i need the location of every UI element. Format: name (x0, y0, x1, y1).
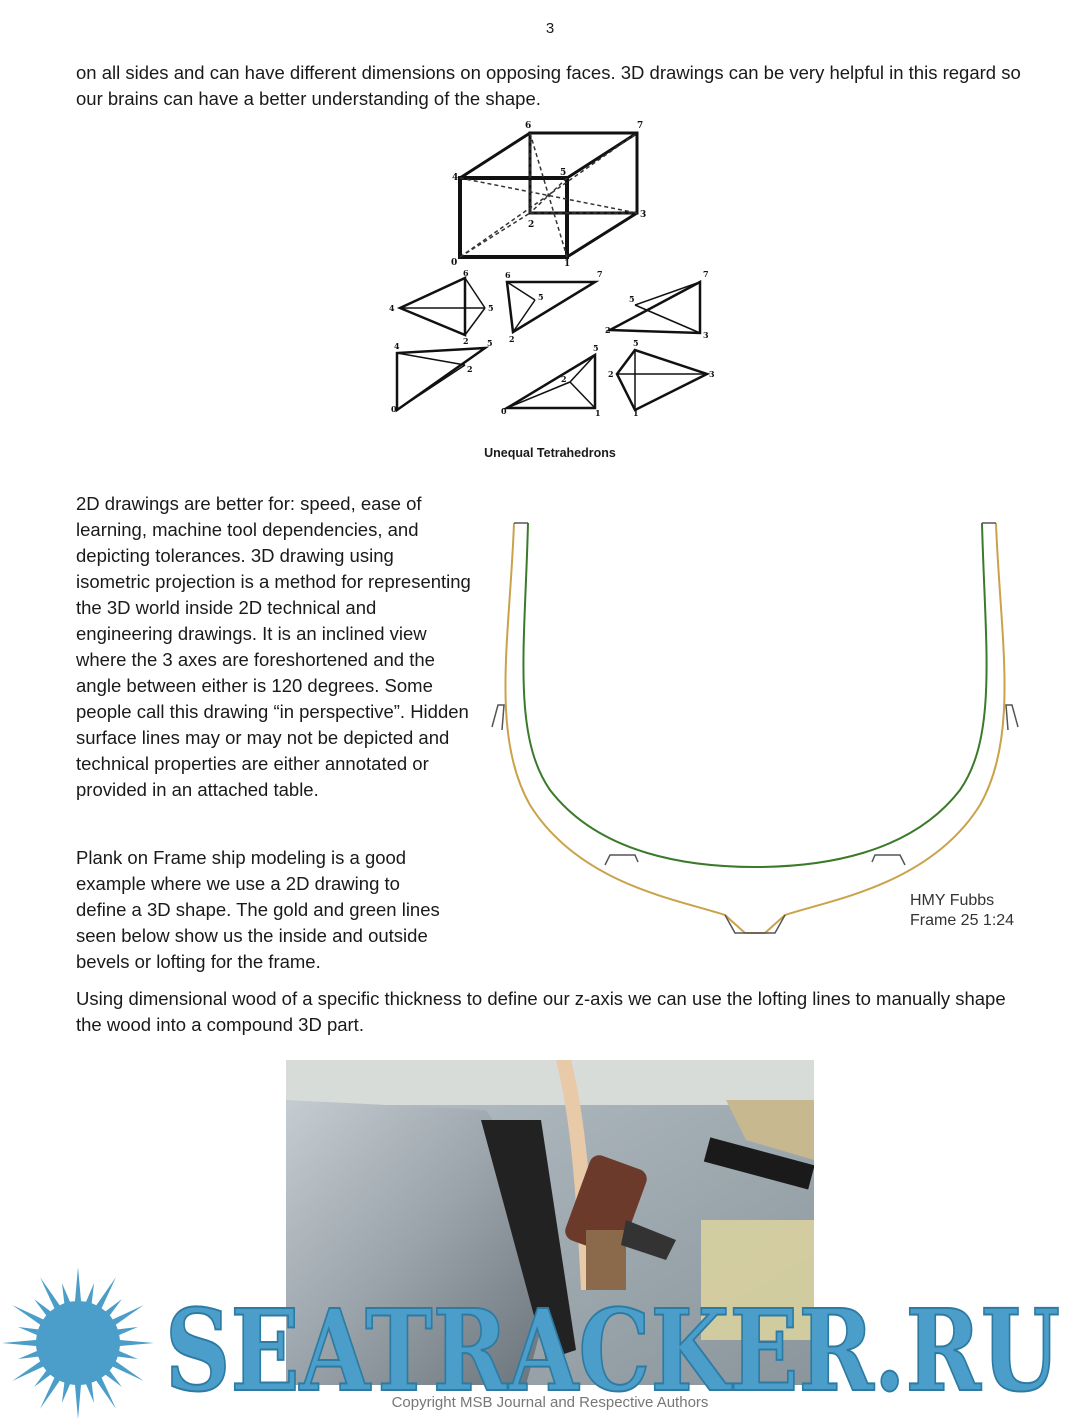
tetra3-label-d: 3 (703, 330, 709, 340)
sun-ray (12, 1305, 45, 1326)
sun-ray (18, 1327, 40, 1336)
frame-label-line1: HMY Fubbs (910, 892, 995, 909)
tetra5-label-c: 0 (501, 406, 507, 416)
tetra4-label-b: 5 (487, 338, 493, 348)
sun-ray (118, 1340, 154, 1346)
cube-label-6: 6 (525, 121, 532, 131)
tetra3-label-a: 7 (703, 269, 709, 279)
cube-label-2: 2 (528, 220, 535, 230)
tetra4-label-a: 4 (394, 341, 400, 351)
cube-label-0: 0 (451, 258, 458, 268)
tetra6-label-c: 3 (709, 369, 715, 379)
tetra2-label-a: 6 (505, 270, 511, 280)
plank-paragraph: Plank on Frame ship modeling is a good example where we use a 2D drawing to define a 3D shape. The gold and green lines seen below show us the inside and outside bevels or lofting for the frame. (76, 847, 440, 972)
ship-frame-figure (470, 505, 1045, 945)
cube-front-face (460, 178, 567, 257)
tetra1-label-a: 4 (389, 303, 395, 313)
tetra-2 (507, 282, 595, 332)
cube-label-5: 5 (560, 168, 567, 178)
tetra1-label-b: 6 (463, 268, 469, 278)
sun-ray (62, 1283, 71, 1305)
tetra6-label-d: 1 (633, 408, 639, 418)
tetra5-label-d: 1 (595, 408, 601, 418)
sun-ray (40, 1277, 61, 1310)
tetra4-label-c: 2 (467, 364, 473, 374)
tetra3-label-c: 2 (605, 325, 611, 335)
cube-label-3: 3 (640, 210, 647, 220)
watermark-text: SEATRACKER.RU (165, 1286, 1060, 1417)
tetra-5 (507, 355, 595, 408)
tetra-3 (610, 282, 700, 333)
sun-ray (95, 1277, 116, 1310)
sun-ray (104, 1299, 122, 1317)
tetra4-label-d: 0 (391, 404, 397, 414)
cube-label-7: 7 (637, 121, 644, 131)
tetra1-label-c: 5 (488, 303, 494, 313)
tetrahedron-caption: Unequal Tetrahedrons (484, 446, 616, 460)
tetra1-label-d: 2 (463, 336, 469, 346)
sun-ray (104, 1369, 122, 1387)
tetra-6 (617, 350, 707, 410)
frame-gold-outer-line (505, 523, 1004, 933)
sun-ray (111, 1305, 144, 1326)
dimensional-paragraph: Using dimensional wood of a specific thickness to define our z-axis we can use the lofting lines to manually shape the wood into a compound 3D part. (76, 988, 1006, 1035)
tetra3-label-b: 5 (629, 294, 635, 304)
sun-ray (111, 1360, 144, 1381)
cube-label-1: 1 (564, 259, 571, 269)
tetra5-label-a: 5 (593, 343, 599, 353)
sun-ray (34, 1369, 52, 1387)
tetra6-label-a: 5 (633, 338, 639, 348)
frame-green-inner-line (523, 523, 986, 867)
cube-label-4: 4 (452, 173, 459, 183)
tetra5-label-b: 2 (561, 374, 567, 384)
sun-ray (85, 1283, 94, 1305)
tetra2-label-b: 7 (597, 269, 603, 279)
sun-ray (116, 1350, 138, 1359)
tetrahedron-figure (385, 120, 715, 420)
tetra2-label-d: 2 (509, 334, 515, 344)
sun-ray (2, 1340, 38, 1346)
sun-ray (116, 1327, 138, 1336)
sun-ray (18, 1350, 40, 1359)
tetra6-label-b: 2 (608, 369, 614, 379)
tetra2-label-c: 5 (538, 292, 544, 302)
two-d-paragraph: 2D drawings are better for: speed, ease of learning, machine tool dependencies, and depicting tolerances. 3D drawing using isometric projection is a method for representing the 3D world inside 2D technical and engineering drawings. It is an inclined view where the 3 axes are foreshortened and the angle between either is 120 degrees. Some people call this drawing “in perspective”. Hidden surface lines may or may not be depicted and technical properties are either annotated or provided in an attached table. (76, 493, 471, 800)
tetra-1 (400, 278, 465, 335)
sun-ray (12, 1360, 45, 1381)
intro-paragraph: on all sides and can have different dimensions on opposing faces. 3D drawings can be very helpful in this regard so our brains can have a better understanding of the shape. (76, 62, 1021, 109)
sun-ray (75, 1267, 81, 1303)
sun-ray (34, 1299, 52, 1317)
copyright-footer: Copyright MSB Journal and Respective Authors (391, 1394, 709, 1411)
page-number: 3 (545, 20, 555, 37)
frame-label-line2: Frame 25 1:24 (910, 912, 1015, 929)
